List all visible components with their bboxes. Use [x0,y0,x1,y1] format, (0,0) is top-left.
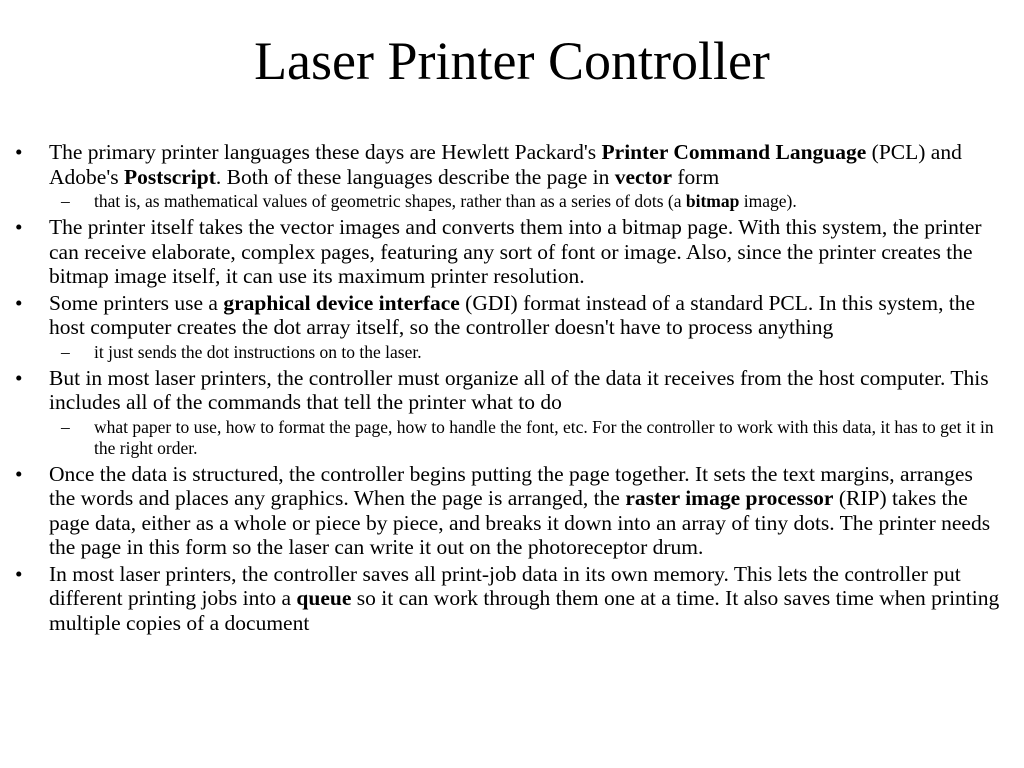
text-run: Once the data is structured, the controller begins putting the page together. It sets the text margins, arranges the words and places any graphics. When the page is arranged, the [49,461,973,510]
text-run: The primary printer languages these days are Hewlett Packard's [49,140,602,164]
text-run: (RIP) takes the page data, either as a whole or piece by piece, and breaks it down into an array of tiny dots. The printer needs the page in this form so the laser can write it out on the photoreceptor drum. [49,486,991,559]
sub-bullet-marker: – [61,341,70,362]
bullet-marker: • [15,290,23,315]
bold-term: raster image processor [625,486,834,510]
bold-term: bitmap [685,191,740,211]
bullet-marker: • [15,561,23,586]
sub-bullet-item [0,417,1024,459]
bullet-marker: • [15,461,23,486]
text-run: (PCL) and Adobe's [49,140,962,189]
text-run: The printer itself takes the vector images and converts them into a bitmap page. With this system, the printer can receive elaborate, complex pages, featuring any sort of font or image. Also, since the printer creates the bitmap image itself, it can use its maximum printer resolution. [49,215,982,288]
text-run: form [672,164,720,189]
text-run: that is, as mathematical values of geometric shapes, rather than as a series of dots (a [94,191,686,211]
bullet-item [0,562,1024,636]
text-run: so it can work through them one at a time. It also saves time when printing multiple copies of a document [49,586,1000,635]
bullet-item [0,215,1024,289]
bullet-marker: • [15,365,23,390]
bold-term: Postscript [123,164,216,189]
sub-bullet-item [0,342,1024,363]
text-run: But in most laser printers, the controller must organize all of the data it receives from the host computer. This includes all of the commands that tell the printer what to do [49,365,989,414]
bullet-item [0,366,1024,415]
text-run: image). [739,191,797,211]
text-run: In most laser printers, the controller saves all print-job data in its own memory. This lets the controller put different printing jobs into a [49,561,961,610]
bold-term: graphical device interface [223,290,460,315]
text-run: Some printers use a [49,290,224,315]
sub-bullet-marker: – [61,416,70,437]
text-run: (GDI) format instead of a standard PCL. In this system, the host computer creates the dot array itself, so the controller doesn't have to process anything [49,290,976,339]
sub-bullet-item [0,191,1024,212]
bullet-marker: • [15,215,23,239]
text-run: it just sends the dot instructions on to the laser. [94,341,422,362]
bold-term: Printer Command Language [601,140,867,164]
bullet-item [0,462,1024,560]
bold-term: vector [614,164,673,189]
bold-term: queue [296,586,352,610]
slide-title: Laser Printer Controller [254,31,770,91]
sub-bullet-marker: – [61,191,70,211]
bullet-item [0,291,1024,340]
bullet-marker: • [15,140,23,164]
text-run: . Both of these languages describe the page in [215,164,615,189]
bullet-item [0,140,1024,189]
bullet-list [0,140,1024,637]
text-run: what paper to use, how to format the page, how to handle the font, etc. For the controller to work with this data, it has to get it in the right order. [94,416,994,458]
